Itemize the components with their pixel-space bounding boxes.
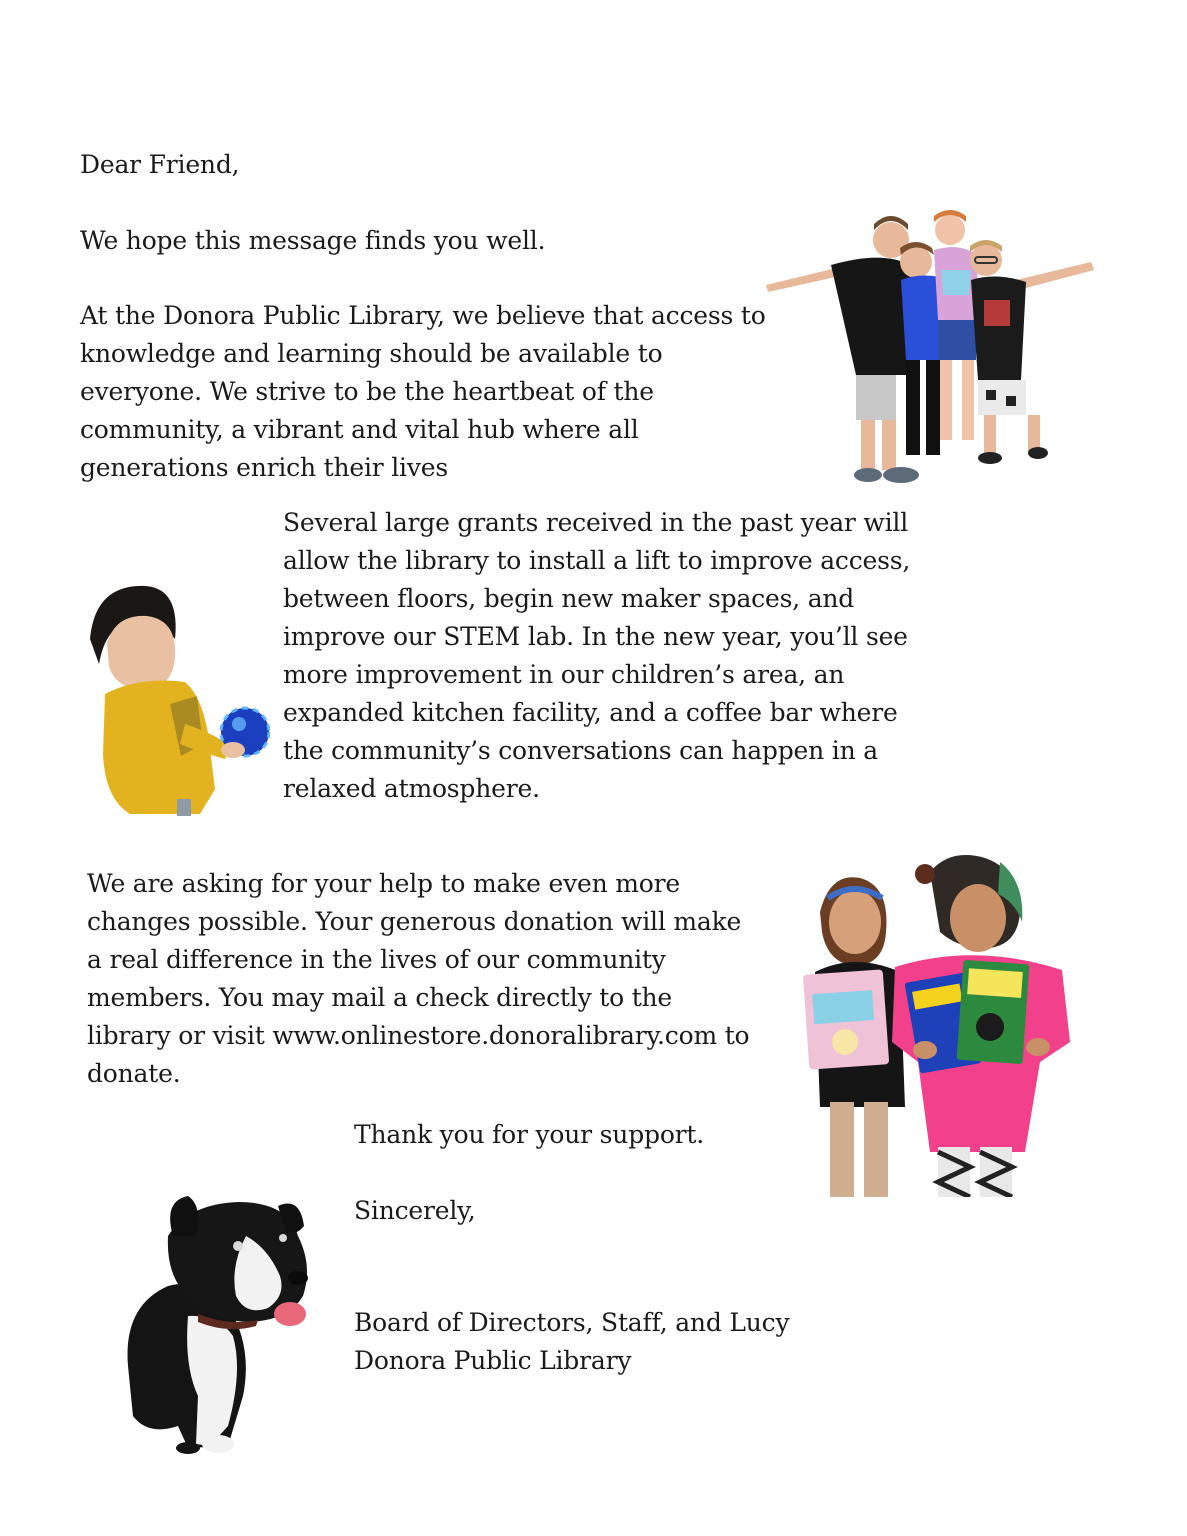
- thanks-line: Thank you for your support.: [354, 1120, 705, 1149]
- greeting: Dear Friend,: [80, 150, 240, 179]
- toddler-photo: [85, 584, 270, 816]
- girls-with-books-photo: [800, 852, 1072, 1197]
- dog-photo: [118, 1196, 318, 1454]
- closing-line: Sincerely,: [354, 1196, 476, 1225]
- opening-line: We hope this message finds you well.: [80, 226, 546, 255]
- kids-group-photo: [766, 210, 1096, 490]
- donation-request-paragraph: We are asking for your help to make even more changes possible. Your generous donation will make a real difference in the lives of our community members. You may mail a check directly to the library or visit www.onlinestore.donoralibrary.com to donate.: [87, 869, 750, 1088]
- grants-paragraph: Several large grants received in the past year will allow the library to install a lift to improve access, between floors, begin new maker spaces, and improve our STEM lab. In the new year, you’ll see more improvement in our children’s area, an expanded kitchen facility, and a coffee bar where the community’s conversations can happen in a relaxed atmosphere.: [283, 508, 911, 803]
- signature-line-2: Donora Public Library: [354, 1346, 632, 1375]
- mission-paragraph: At the Donora Public Library, we believe that access to knowledge and learning should be available to everyone. We strive to be the heartbeat of the community, a vibrant and vital hub where all generations enrich their lives: [80, 301, 766, 482]
- signature-line-1: Board of Directors, Staff, and Lucy: [354, 1308, 790, 1337]
